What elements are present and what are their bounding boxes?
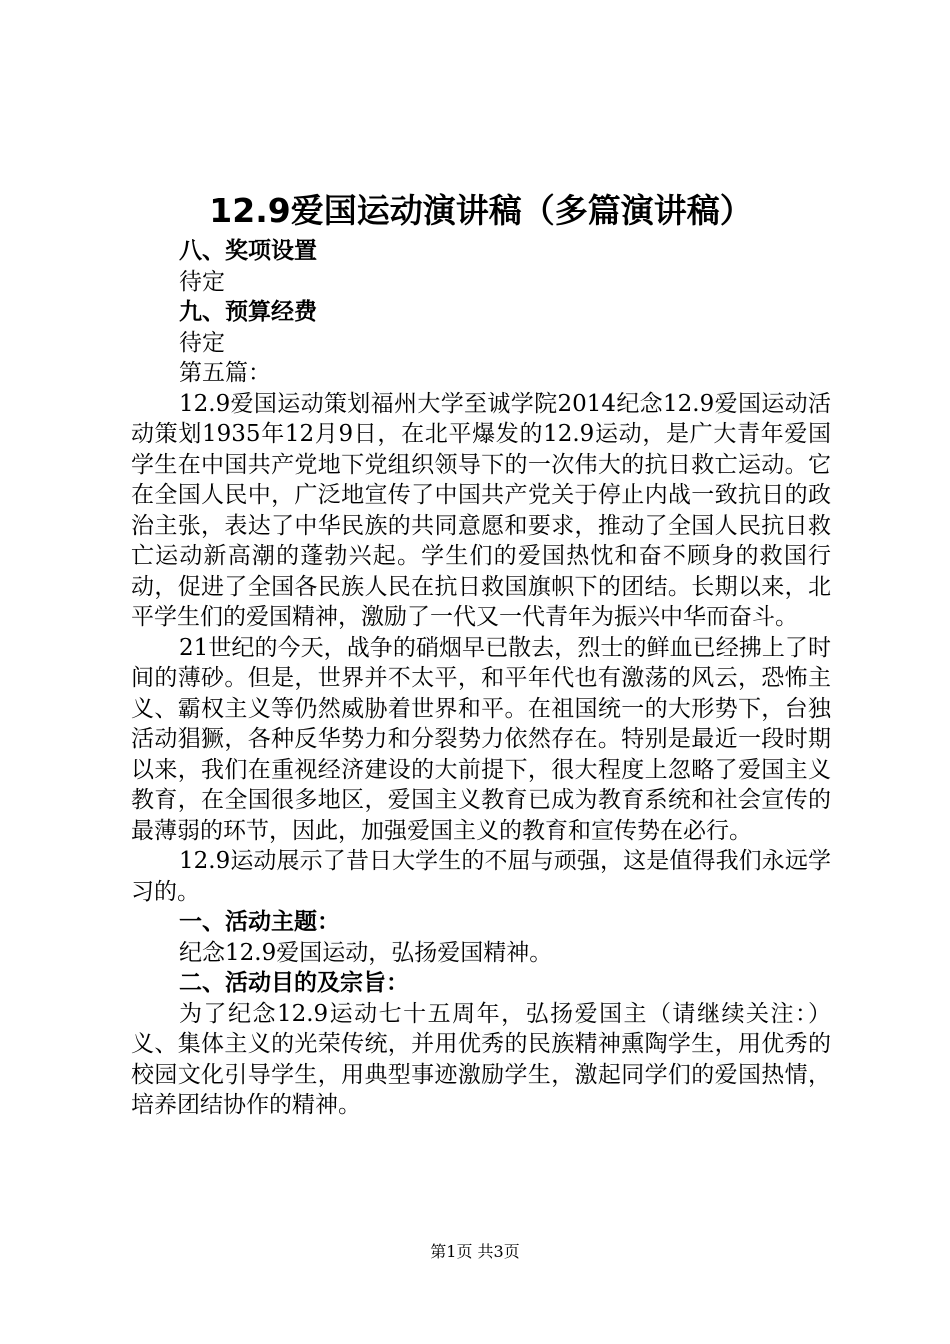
section-heading-theme: 一、活动主题：: [179, 909, 340, 935]
document-body: [131, 186, 831, 1121]
paragraph-theme: 纪念12.9爱国运动，弘扬爱国精神。: [179, 939, 553, 966]
page-footer: 第1页 共3页: [430, 1242, 520, 1261]
paragraph-budget-tbd: 待定: [179, 329, 225, 356]
paragraph-purpose: 为了纪念12.9运动七十五周年，弘扬爱国主（请继续关注：）义、集体主义的光荣传统，并用优秀的民族精神熏陶学生，用优秀的校园文化引导学生，用典型事迹激励学生，激起同学们的爱国热情，培养团结协作的精神。: [131, 1000, 831, 1118]
paragraph-21st-century: 21世纪的今天，战争的硝烟早已散去，烈士的鲜血已经拂上了时间的薄砂。但是，世界并不太平，和平年代也有激荡的风云，恐怖主义、霸权主义等仍然威胁着世界和平。在祖国统一的大形势下，台独活动猖獗，各种反华势力和分裂势力依然存在。特别是最近一段时期以来，我们在重视经济建设的大前提下，很大程度上忽略了爱国主义教育，在全国很多地区，爱国主义教育已成为教育系统和社会宣传的最薄弱的环节，因此，加强爱国主义的教育和宣传势在必行。: [131, 634, 831, 844]
section-heading-awards: 八、奖项设置: [179, 238, 317, 264]
paragraph-awards-tbd: 待定: [179, 268, 225, 295]
part-five-label: 第五篇：: [179, 360, 271, 386]
paragraph-learning: 12.9运动展示了昔日大学生的不屈与顽强，这是值得我们永远学习的。: [131, 848, 831, 905]
section-heading-budget: 九、预算经费: [179, 299, 317, 325]
section-heading-purpose: 二、活动目的及宗旨：: [179, 970, 409, 996]
paragraph-intro: 12.9爱国运动策划福州大学至诚学院2014纪念12.9爱国运动活动策划1935年12月9日，在北平爆发的12.9运动，是广大青年爱国学生在中国共产党地下党组织领导下的一次伟大的抗日救亡运动。它在全国人民中，广泛地宣传了中国共产党关于停止内战一致抗日的政治主张，表达了中华民族的共同意愿和要求，推动了全国人民抗日救亡运动新高潮的蓬勃兴起。学生们的爱国热忱和奋不顾身的救国行动，促进了全国各民族人民在抗日救国旗帜下的团结。长期以来，北平学生们的爱国精神，激励了一代又一代青年为振兴中华而奋斗。: [131, 390, 831, 630]
document-title: 12.9爱国运动演讲稿（多篇演讲稿）: [209, 191, 753, 230]
